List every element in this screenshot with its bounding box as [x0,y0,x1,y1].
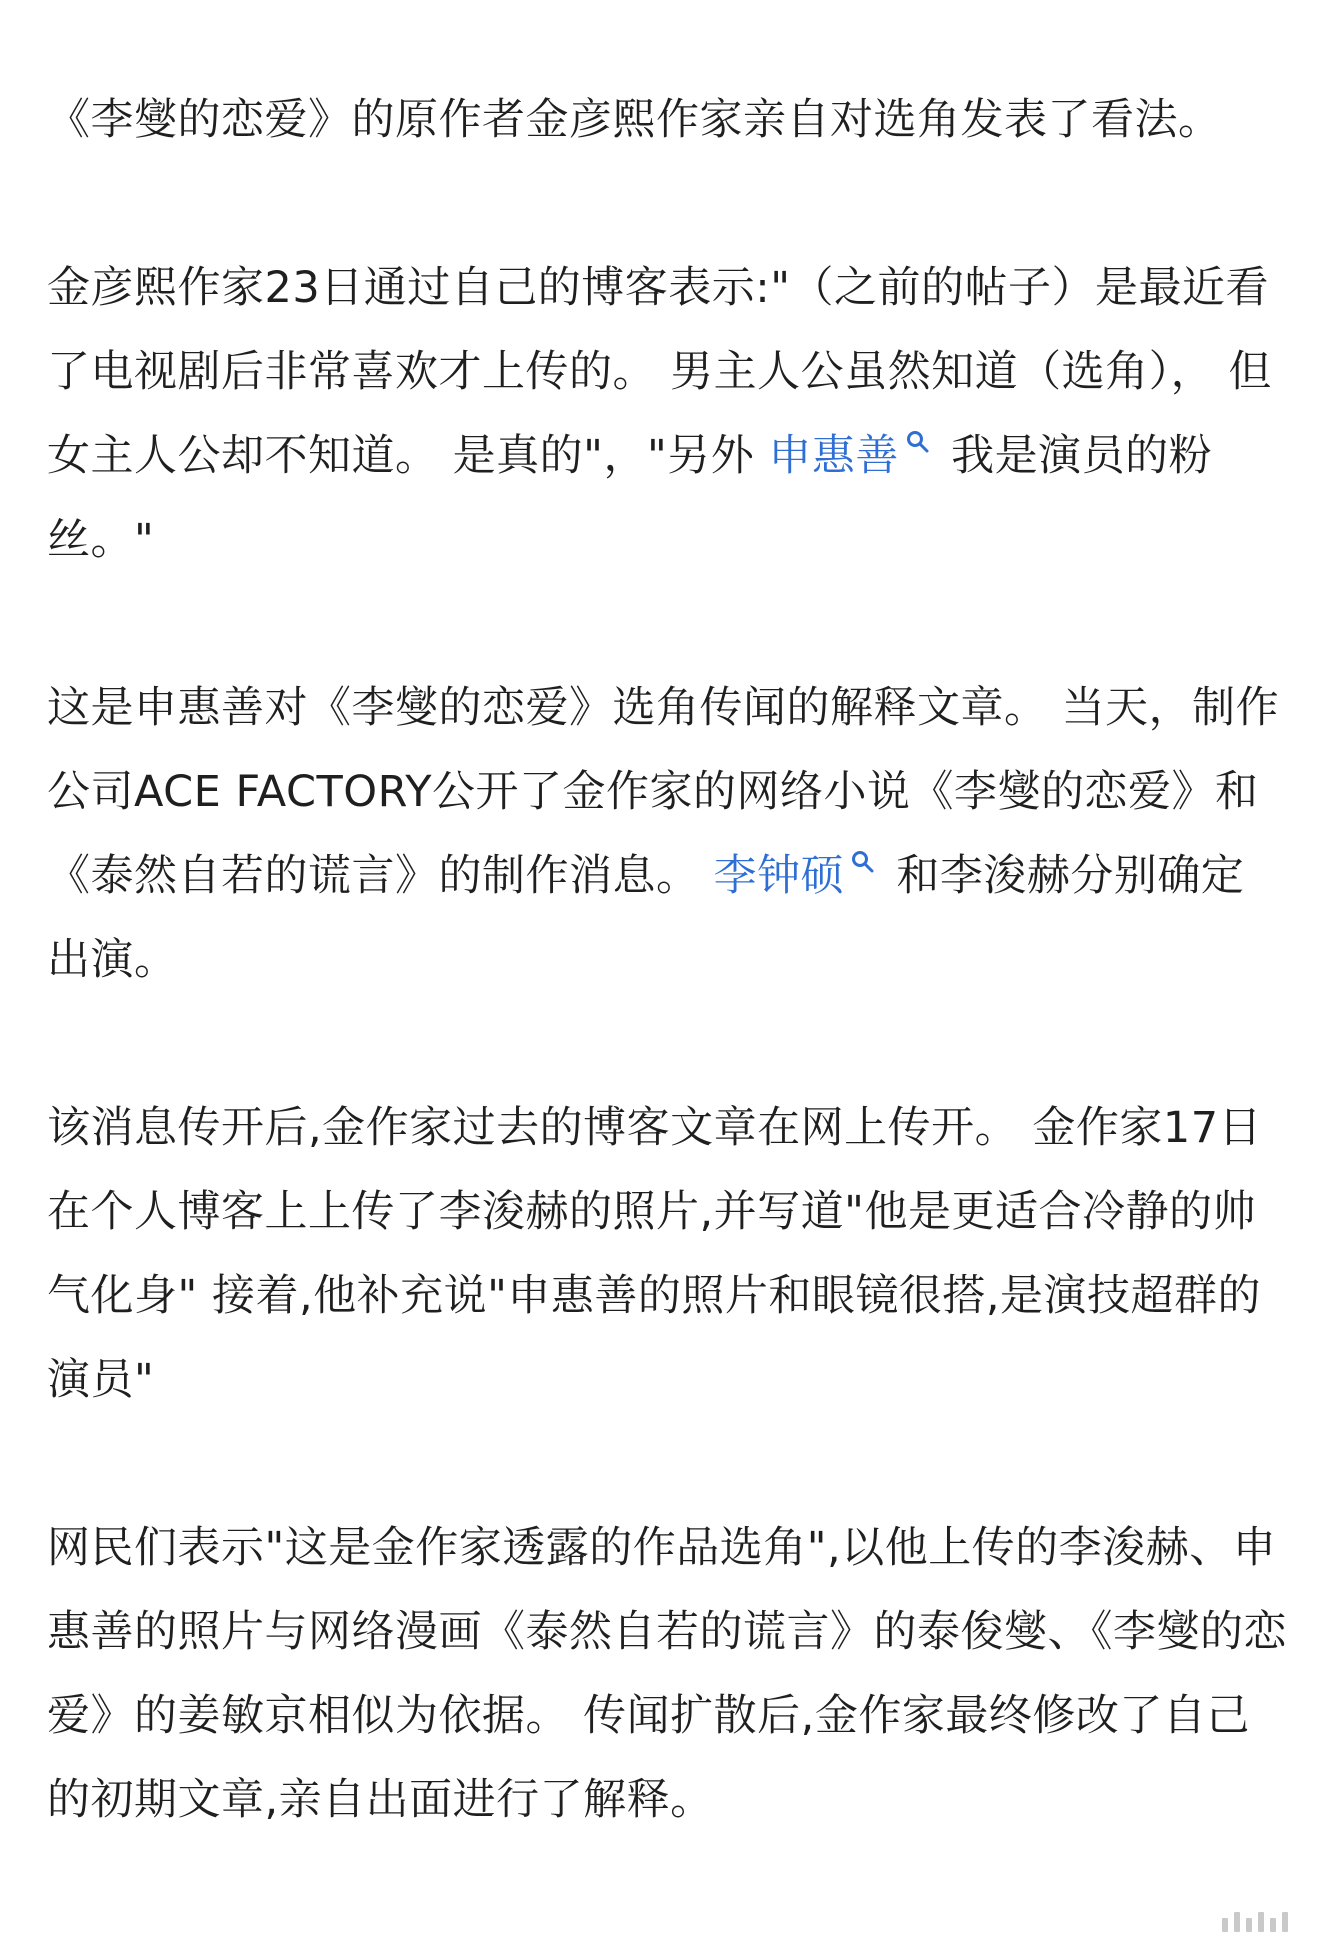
paragraph-3-text-a: 这是申惠善对《李燮的恋爱》选角传闻的解释文章。 当天，制作公司ACE FACTORY公开了金作家的网络小说《李燮的恋爱》和《泰然自若的谎言》的制作消息。 [47,683,1280,901]
paragraph-1-text: 《李燮的恋爱》的原作者金彦熙作家亲自对选角发表了看法。 [47,95,1222,145]
search-icon[interactable] [905,429,931,455]
paragraph-1 [47,78,1287,162]
paragraph-5-text: 网民们表示"这是金作家透露的作品选角",以他上传的李浚赫、申惠善的照片与网络漫画《泰然自若的谎言》的泰俊燮、《李燮的恋爱》的姜敏京相似为依据。 传闻扩散后,金作家最终修改了自己的初期文章,亲自出面进行了解释。 [47,1523,1287,1825]
paragraph-2 [47,246,1287,582]
paragraph-3-text-b: 和李浚赫分别确定出演。 [47,851,1245,985]
actor-link-lee-jong-suk[interactable]: 李钟硕 [713,851,845,901]
actor-link-shin-hye-sun[interactable]: 申惠善 [768,431,899,481]
search-icon[interactable] [850,849,876,875]
paragraph-4-text: 该消息传开后,金作家过去的博客文章在网上传开。 金作家17日在个人博客上上传了李浚赫的照片,并写道"他是更适合冷静的帅气化身" 接着,他补充说"申惠善的照片和眼镜很搭,是演技超群的演员" [47,1103,1263,1405]
paragraph-5 [47,1506,1287,1842]
watermark-bars-icon [1222,1912,1288,1932]
article-body [47,78,1287,1926]
paragraph-2-text-b: 我是演员的粉丝。" [47,431,1213,565]
paragraph-4 [47,1086,1287,1422]
paragraph-2-text-a: 金彦熙作家23日通过自己的博客表示:"（之前的帖子）是最近看了电视剧后非常喜欢才上传的。 男主人公虽然知道（选角）， 但女主人公却不知道。 是真的"，"另外 [47,263,1272,481]
paragraph-3 [47,666,1287,1002]
